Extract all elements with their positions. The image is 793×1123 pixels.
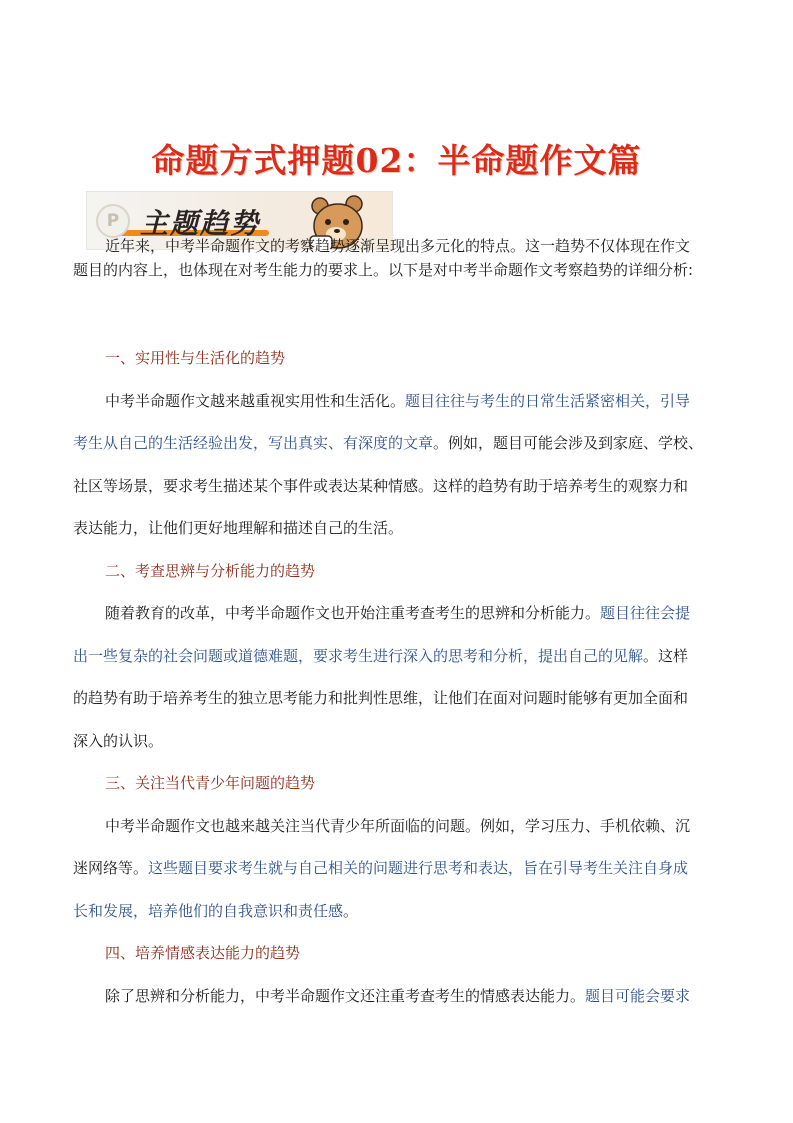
highlight-text: 题目往往会提 — [600, 604, 691, 622]
section-body — [73, 644, 688, 668]
body-text: 随着教育的改革，中考半命题作文也开始注重考查考生的思辨和分析能力。 — [105, 604, 601, 622]
highlight-text: 长和发展，培养他们的自我意识和责任感 — [73, 902, 344, 920]
body-text: 除了思辨和分析能力，中考半命题作文还注重考查考生的情感表达能力。 — [105, 987, 586, 1005]
section-body — [105, 389, 690, 413]
section-body — [73, 729, 163, 753]
page-title: 命题方式押题02：半命题作文篇 — [151, 141, 642, 180]
highlight-text: 出一些复杂的社会问题或道德难题，要求考生进行深入的思考和分析，提出自己的见解 — [73, 647, 644, 665]
intro-line: 题目的内容上，也体现在对考生能力的要求上。以下是对中考半命题作文考察趋势的详细分析: — [73, 261, 694, 279]
section-body — [73, 856, 688, 880]
body-text: 中考半命题作文越来越重视实用性和生活化。 — [105, 392, 406, 410]
section-body — [73, 899, 358, 923]
highlight-text: 这些题目要求考生就与自己相关的问题进行思考和表达，旨在引导考生关注自身成 — [148, 859, 689, 877]
section-heading: 三、关注当代青少年问题的趋势 — [105, 774, 316, 792]
section-heading: 一、实用性与生活化的趋势 — [105, 349, 286, 367]
intro-line: 近年来，中考半命题作文的考察趋势逐渐呈现出多元化的特点。这一趋势不仅体现在作文 — [105, 237, 691, 255]
section-body — [73, 686, 688, 710]
highlight-text: 考生从自己的生活经验出发，写出真实、有深度的文章 — [73, 434, 434, 452]
body-text: 社区等场景，要求考生描述某个事件或表达某种情感。这样的趋势有助于培养考生的观察力和 — [73, 477, 689, 495]
section-body — [105, 984, 690, 1008]
highlight-text: 题目可能会要求 — [585, 987, 691, 1005]
body-text: 。这样 — [643, 647, 689, 665]
section-body — [73, 431, 703, 455]
body-text: 。 — [343, 902, 359, 920]
body-text: 。例如，题目可能会涉及到家庭、学校、 — [433, 434, 704, 452]
section-body — [73, 474, 688, 498]
intro-paragraph — [73, 234, 694, 282]
section-body — [105, 814, 690, 838]
highlight-text: 题目往往与考生的日常生活紧密相关，引导 — [405, 392, 691, 410]
section-heading: 二、考查思辨与分析能力的趋势 — [105, 562, 316, 580]
body-text: 迷网络等。 — [73, 859, 149, 877]
body-text: 的趋势有助于培养考生的独立思考能力和批判性思维，让他们在面对问题时能够有更加全面和 — [73, 689, 689, 707]
section-body — [105, 601, 690, 625]
section-body — [73, 516, 403, 540]
body-text: 深入的认识。 — [73, 732, 164, 750]
section-heading: 四、培养情感表达能力的趋势 — [105, 944, 301, 962]
body-text: 表达能力，让他们更好地理解和描述自己的生活。 — [73, 519, 404, 537]
coin-icon: P — [96, 204, 130, 238]
body-text: 中考半命题作文也越来越关注当代青少年所面临的问题。例如，学习压力、手机依赖、沉 — [105, 817, 691, 835]
banner-label: 主题趋势 — [140, 207, 261, 240]
